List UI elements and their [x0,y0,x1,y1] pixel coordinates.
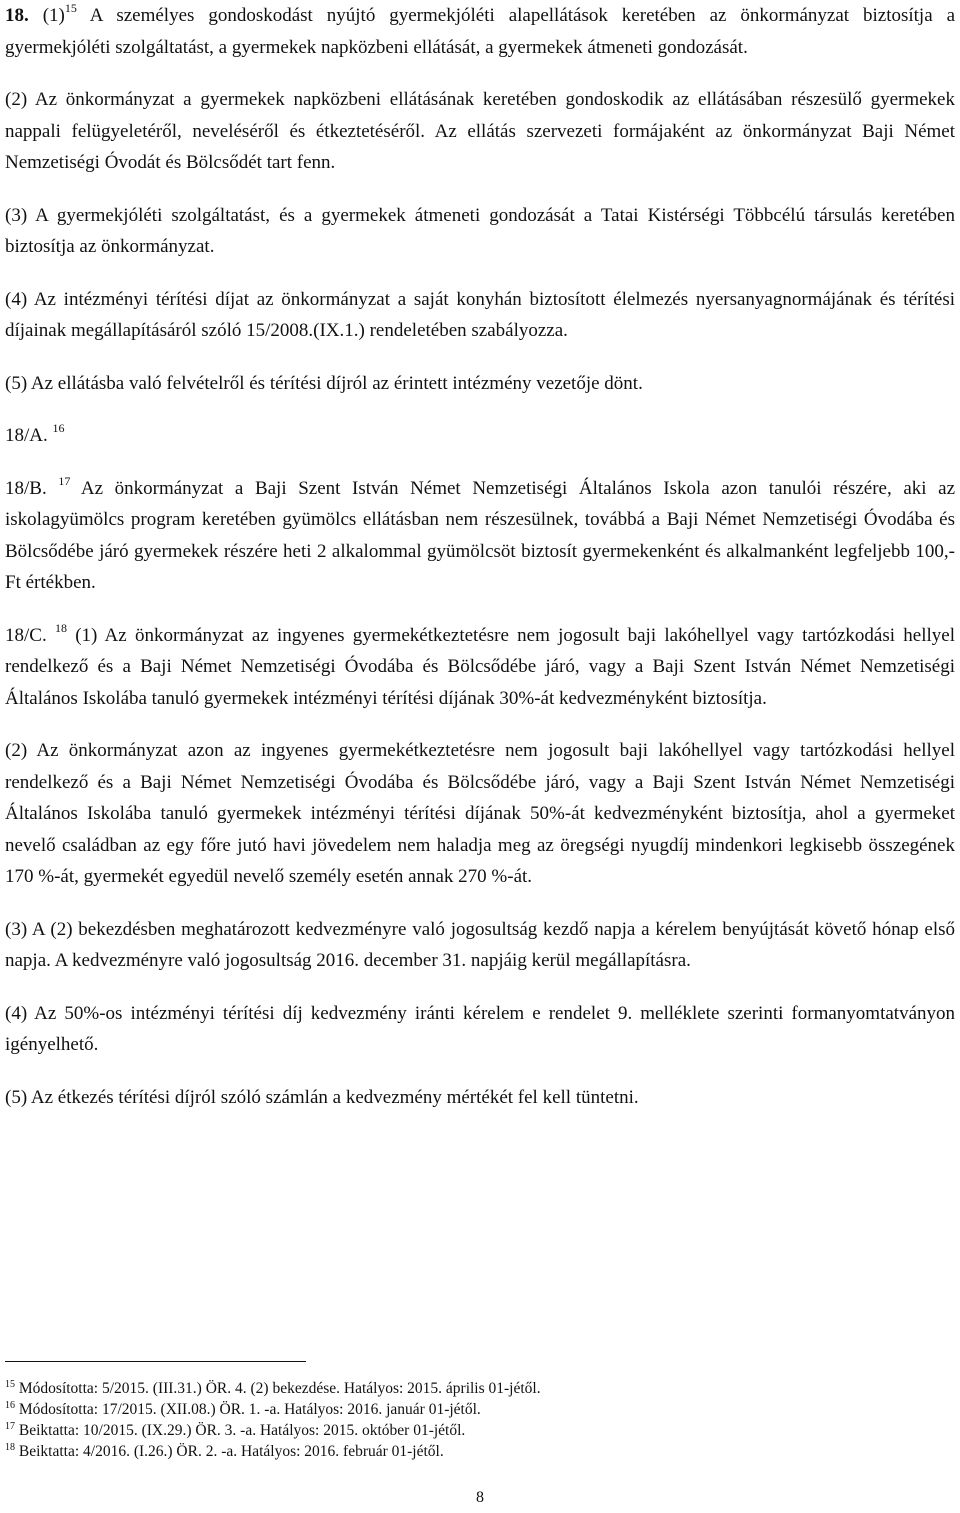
footnote-item: $^{18}$ Beiktatta: 4/2016. (I.26.) ÖR. 2. -a. Hatályos: 2016. február 01-jétől. [5,1442,444,1460]
footnote-ref[interactable]: 18 [54,620,67,635]
footnote-ref[interactable]: 16 [52,421,65,435]
article-18-para-1: 18. $(1)^{15}$ A személyes gondoskodást nyújtó gyermekjóléti alapellátások keretében az önkormányzat biztosítja a gyermekjóléti szolgáltatást, a gyermekek napközbeni ellátását, a gyermekek átmeneti gondozását. [5,1,956,58]
article-18c-para-1: 18/C. $^{18}$ (1) Az önkormányzat az ingyenes gyermekétkeztetésre nem jogosult baji lakóhellyel vagy tartózkodási hellyel rendelkező és a Baji Német Nemzetiségi Óvodába és Bölcsődébe járó, vagy a Baji Szent István Német Nemzetiségi Általános Iskolába tanuló gyermekek intézményi térítési díjának 30%-át kedvezményként biztosítja. [5,620,955,709]
article-18b: 18/B. $^{17}$ Az önkormányzat a Baji Szent István Német Nemzetiségi Általános Iskola azon tanulói részére, aki az iskolagyümölcs program keretében gyümölcs ellátásban nem részesülnek, továbbá a Baji Német Nemzetiségi Óvodába és Bölcsődébe járó gyermekek részére heti 2 alkalommal gyümölcsöt biztosít gyermekenként és alkalmanként legfeljebb 100,- Ft értékben. [5,473,956,593]
page-number: 8 [476,1489,484,1506]
footnote-ref[interactable]: 15 [64,1,77,15]
article-18-para-2: (2) Az önkormányzat a gyermekek napközbeni ellátásának keretében gondoskodik az ellátásában részesülő gyermekek nappali felügyeletéről, neveléséről és étkeztetéséről. Az ellátás szervezeti formájaként az önkormányzat Baji Német Nemzetiségi Óvodát és Bölcsődét tart fenn. [5,89,955,173]
footnotes [5,1378,955,1462]
footnote-ref[interactable]: 17 [58,473,71,488]
article-18-para-5: (5) Az ellátásba való felvételről és térítési díjról az érintett intézmény vezetője dönt. [5,372,643,394]
footnote-item: $^{15}$ Módosította: 5/2015. (III.31.) ÖR. 4. (2) bekezdése. Hatályos: 2015. április 01-jétől. [5,1379,541,1397]
article-18c-para-2: (2) Az önkormányzat azon az ingyenes gyermekétkeztetésre nem jogosult baji lakóhellyel vagy tartózkodási hellyel rendelkező és a Baji Német Nemzetiségi Óvodába és Bölcsődébe járó, vagy a Baji Szent István Német Nemzetiségi Általános Iskolába tanuló gyermekek intézményi térítési díjának 50%-át kedvezményként biztosítja, ahol a gyermeket nevelő családban az egy főre jutó havi jövedelem nem haladja meg az öregségi nyugdíj mindenkori legkisebb összegének 170 %-át, gyermekét egyedül nevelő személy esetén annak 270 %-át. [5,740,955,887]
footnote-item: $^{17}$ Beiktatta: 10/2015. (IX.29.) ÖR. 3. -a. Hatályos: 2015. október 01-jétől. [5,1421,466,1439]
document-body [5,0,955,1113]
footnote-separator [5,1361,306,1362]
article-18c-para-4: (4) Az 50%-os intézményi térítési díj kedvezmény iránti kérelem e rendelet 9. melléklete szerinti formanyomtatványon igényelhető. [5,1002,955,1055]
article-18c-para-5: (5) Az étkezés térítési díjról szóló számlán a kedvezmény mértékét fel kell tüntetni. [5,1086,639,1108]
article-18c-para-3: (3) A (2) bekezdésben meghatározott kedvezményre való jogosultság kezdő napja a kérelem benyújtását követő hónap első napja. A kedvezményre való jogosultság 2016. december 31. napjáig kerül megállapításra. [5,918,955,971]
article-18-para-4: (4) Az intézményi térítési díjat az önkormányzat a saját konyhán biztosított élelmezés nyersanyagnormájának és térítési díjainak megállapításáról szóló 15/2008.(IX.1.) rendeletében szabályozza. [5,288,955,341]
article-18a: 18/A. $^{16}$ [5,421,65,446]
footnote-item: $^{16}$ Módosította: 17/2015. (XII.08.) ÖR. 1. -a. Hatályos: 2016. január 01-jétől. [5,1400,481,1418]
article-number: 18. [5,5,29,26]
article-18-para-3: (3) A gyermekjóléti szolgáltatást, és a gyermekek átmeneti gondozását a Tatai Kistérségi Többcélú társulás keretében biztosítja az önkormányzat. [5,204,955,257]
